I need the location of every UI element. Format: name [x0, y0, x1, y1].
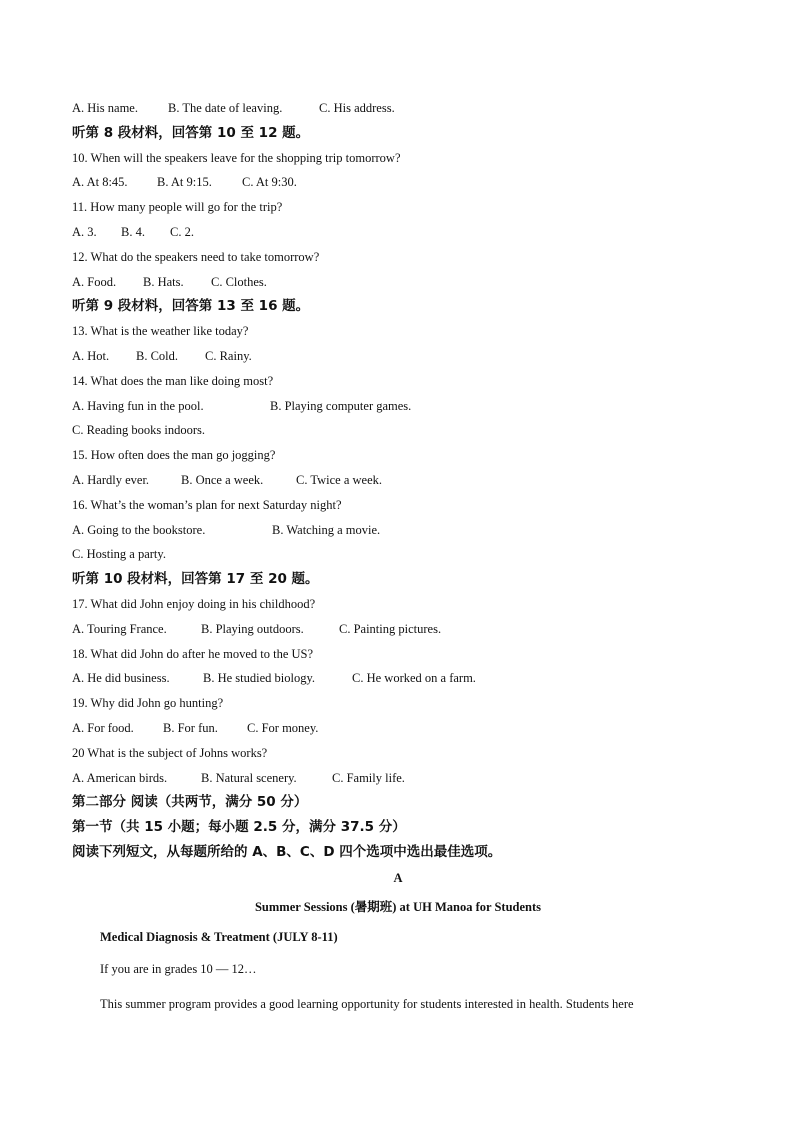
passage-title: Summer Sessions (暑期班) at UH Manoa for Students	[254, 899, 541, 914]
section-one-heading: 第一节（共 15 小题；每小题 2.5 分，满分 37.5 分）	[72, 819, 406, 836]
question-20: 20 What is the subject of Johns works?	[72, 745, 268, 760]
document-page	[72, 96, 724, 1016]
option-a: A. American birds.	[72, 770, 168, 785]
option-b: B. Once a week.	[181, 472, 264, 487]
question-14: 14. What does the man like doing most?	[72, 373, 274, 388]
option-c: C. For money.	[247, 720, 319, 735]
option-b: B. At 9:15.	[157, 175, 212, 190]
option-b: B. The date of leaving.	[168, 101, 283, 115]
option-b: B. Hats.	[143, 274, 184, 289]
q9-options	[72, 96, 724, 121]
option-b: B. He studied biology.	[203, 671, 316, 686]
section-heading-10: 听第 10 段材料，回答第 17 至 20 题。	[72, 571, 319, 588]
option-a: A. Food.	[72, 274, 117, 289]
option-a: A. Going to the bookstore.	[72, 522, 206, 537]
option-a: A. Hardly ever.	[72, 472, 150, 487]
question-19: 19. Why did John go hunting?	[72, 696, 224, 711]
option-c: C. Family life.	[332, 770, 405, 785]
option-c: C. At 9:30.	[242, 175, 297, 190]
option-a: A. Having fun in the pool.	[72, 398, 204, 413]
option-a: A. Touring France.	[72, 621, 167, 636]
q16-option-c: C. Hosting a party.	[72, 547, 166, 562]
option-a: A. At 8:45.	[72, 175, 128, 190]
passage-paragraph: This summer program provides a good learning opportunity for students interested in health. Students here	[100, 996, 634, 1011]
question-11: 11. How many people will go for the trip?	[72, 200, 283, 215]
option-c: C. 2.	[170, 224, 194, 239]
option-b: B. Natural scenery.	[201, 770, 297, 785]
question-12: 12. What do the speakers need to take tomorrow?	[72, 249, 320, 264]
question-10: 10. When will the speakers leave for the shopping trip tomorrow?	[72, 150, 401, 165]
q15-options	[72, 468, 724, 493]
option-a: A. He did business.	[72, 671, 170, 686]
q16-options	[72, 518, 724, 543]
question-15: 15. How often does the man go jogging?	[72, 448, 276, 463]
question-17: 17. What did John enjoy doing in his childhood?	[72, 596, 316, 611]
part-two-heading: 第二部分 阅读（共两节，满分 50 分）	[72, 794, 308, 811]
q19-options	[72, 716, 724, 741]
option-b: B. Playing outdoors.	[201, 621, 304, 636]
option-c: C. Painting pictures.	[339, 621, 442, 636]
option-c: C. Rainy.	[205, 348, 252, 363]
option-c: C. Clothes.	[211, 274, 267, 289]
reading-instruction: 阅读下列短文，从每题所给的 A、B、C、D 四个选项中选出最佳选项。	[72, 843, 502, 860]
option-b: B. For fun.	[163, 720, 218, 735]
q17-options	[72, 617, 724, 642]
question-18: 18. What did John do after he moved to the US?	[72, 646, 314, 661]
q12-options	[72, 270, 724, 295]
option-c: C. He worked on a farm.	[352, 671, 476, 686]
q10-options	[72, 170, 724, 195]
q14-options	[72, 394, 724, 419]
section-heading-8: 听第 8 段材料，回答第 10 至 12 题。	[72, 124, 310, 141]
question-16: 16. What’s the woman’s plan for next Saturday night?	[72, 497, 342, 512]
q20-options	[72, 766, 724, 791]
passage-letter: A	[393, 870, 403, 885]
q11-options	[72, 220, 724, 245]
option-a: A. Hot.	[72, 348, 110, 363]
option-a: A. 3.	[72, 224, 97, 239]
option-b: B. Cold.	[136, 348, 179, 363]
q18-options	[72, 666, 724, 691]
section-heading-9: 听第 9 段材料，回答第 13 至 16 题。	[72, 298, 310, 315]
passage-subtitle: Medical Diagnosis & Treatment (JULY 8-11)	[100, 930, 338, 945]
passage-grades: If you are in grades 10 — 12…	[100, 962, 257, 977]
q14-option-c: C. Reading books indoors.	[72, 423, 205, 438]
option-c: C. His address.	[319, 101, 395, 115]
question-13: 13. What is the weather like today?	[72, 324, 249, 339]
option-c: C. Twice a week.	[296, 472, 383, 487]
q13-options	[72, 344, 724, 369]
option-a: A. For food.	[72, 720, 134, 735]
option-a: A. His name.	[72, 101, 138, 115]
option-b: B. 4.	[121, 224, 145, 239]
option-b: B. Watching a movie.	[272, 522, 381, 537]
option-b: B. Playing computer games.	[270, 398, 412, 413]
